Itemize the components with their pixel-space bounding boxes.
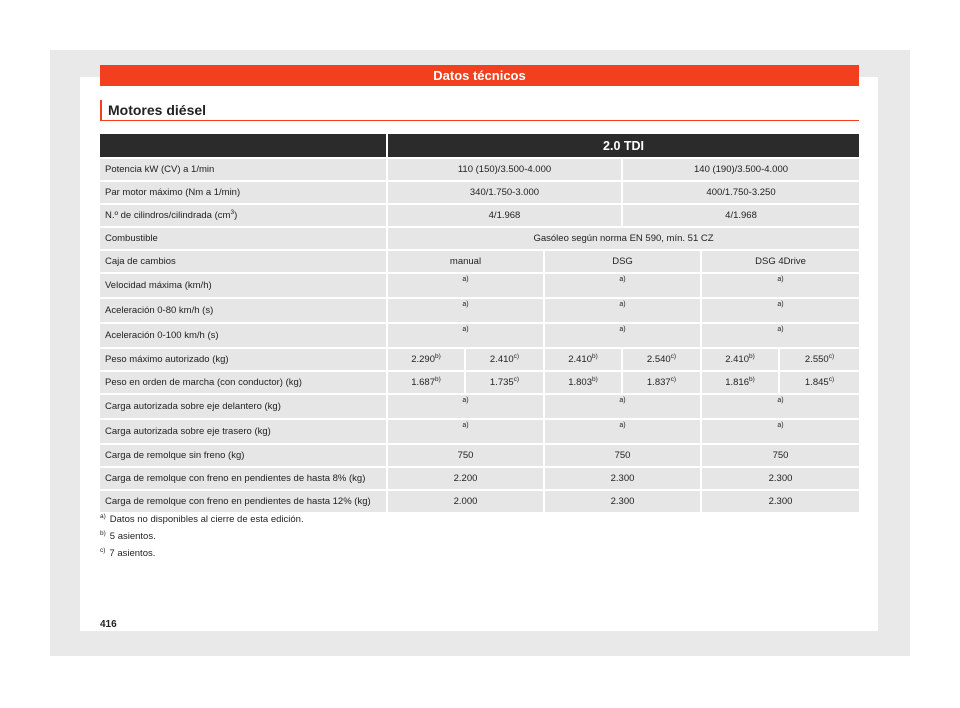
table-cell: 4/1.968	[623, 205, 859, 226]
superscript: 3	[230, 209, 235, 216]
footnote-mark: c)	[100, 547, 106, 554]
page-number: 416	[100, 619, 117, 630]
label-text-end: )	[234, 210, 238, 221]
table-row	[100, 228, 859, 249]
table-row	[100, 349, 859, 370]
row-label: Carga de remolque sin freno (kg)	[100, 445, 388, 466]
section-title: Motores diésel	[100, 100, 859, 121]
footnote-ref: a)	[702, 420, 859, 443]
row-label: Aceleración 0-100 km/h (s)	[100, 324, 388, 347]
footnote-ref: a)	[388, 420, 545, 443]
row-label: Velocidad máxima (km/h)	[100, 274, 388, 297]
row-label: Carga autorizada sobre eje trasero (kg)	[100, 420, 388, 443]
footnote-ref: a)	[545, 324, 702, 347]
footnote-ref: a)	[545, 299, 702, 322]
table-cell: 2.550$^{c)}$	[780, 349, 859, 370]
footnote-ref: a)	[388, 274, 545, 297]
engine-header: 2.0 TDI	[388, 134, 859, 157]
footnotes	[100, 511, 304, 562]
table-cell: DSG	[545, 251, 702, 272]
footnote-ref: a)	[545, 274, 702, 297]
footnote-text: Datos no disponibles al cierre de esta edición.	[109, 514, 304, 525]
table-cell: 340/1.750-3.000	[388, 182, 623, 203]
row-label: Peso máximo autorizado (kg)	[100, 349, 388, 370]
footnote-ref: a)	[545, 395, 702, 418]
table-cell: 2.300	[545, 491, 702, 512]
table-cell: 1.735$^{c)}$	[466, 372, 545, 393]
table-row	[100, 274, 859, 297]
table-row	[100, 324, 859, 347]
row-label: Carga autorizada sobre eje delantero (kg)	[100, 395, 388, 418]
table-cell: 400/1.750-3.250	[623, 182, 859, 203]
table-header-row	[100, 134, 859, 157]
label-text: N.º de cilindros/cilindrada (cm	[105, 210, 231, 221]
table-row	[100, 159, 859, 180]
table-row	[100, 251, 859, 272]
table-cell: 2.410$^{b)}$	[545, 349, 623, 370]
table-cell: 1.803$^{b)}$	[545, 372, 623, 393]
table-cell: 140 (190)/3.500-4.000	[623, 159, 859, 180]
footnote-text: 7 asientos.	[109, 548, 156, 559]
spec-table	[100, 132, 859, 514]
table-cell: 2.300	[702, 468, 859, 489]
footnote	[100, 545, 304, 562]
footnote	[100, 528, 304, 545]
footnote	[100, 511, 304, 528]
row-label: Carga de remolque con freno en pendientes de hasta 8% (kg)	[100, 468, 388, 489]
table-row	[100, 420, 859, 443]
row-label: Carga de remolque con freno en pendientes de hasta 12% (kg)	[100, 491, 388, 512]
table-row	[100, 491, 859, 512]
table-cell: 110 (150)/3.500-4.000	[388, 159, 623, 180]
table-cell: 2.300	[702, 491, 859, 512]
footnote-ref: a)	[702, 324, 859, 347]
table-cell: 750	[545, 445, 702, 466]
table-row	[100, 445, 859, 466]
footnote-mark: a)	[100, 513, 106, 520]
table-cell: 1.816$^{b)}$	[702, 372, 780, 393]
table-row	[100, 299, 859, 322]
footnote-ref: a)	[388, 324, 545, 347]
table-cell: 750	[388, 445, 545, 466]
footnote-text: 5 asientos.	[109, 531, 156, 542]
table-cell: 2.290$^{b)}$	[388, 349, 466, 370]
table-cell: 2.300	[545, 468, 702, 489]
table-cell: 750	[702, 445, 859, 466]
table-cell: 2.540$^{c)}$	[623, 349, 702, 370]
row-label: Potencia kW (CV) a 1/min	[100, 159, 388, 180]
table-cell: 2.410$^{b)}$	[702, 349, 780, 370]
footnote-mark: b)	[100, 530, 106, 537]
chapter-header: Datos técnicos	[100, 65, 859, 86]
table-cell: DSG 4Drive	[702, 251, 859, 272]
table-cell: 4/1.968	[388, 205, 623, 226]
table-cell: 2.000	[388, 491, 545, 512]
table-row	[100, 372, 859, 393]
row-label: Par motor máximo (Nm a 1/min)	[100, 182, 388, 203]
table-cell: 1.687$^{b)}$	[388, 372, 466, 393]
row-label: Aceleración 0-80 km/h (s)	[100, 299, 388, 322]
table-cell: 2.410$^{c)}$	[466, 349, 545, 370]
footnote-ref: a)	[702, 274, 859, 297]
table-row	[100, 205, 859, 226]
footnote-ref: a)	[388, 395, 545, 418]
table-row	[100, 182, 859, 203]
row-label	[100, 205, 388, 226]
table-cell: 2.200	[388, 468, 545, 489]
row-label: Peso en orden de marcha (con conductor) (kg)	[100, 372, 388, 393]
table-row	[100, 468, 859, 489]
footnote-ref: a)	[545, 420, 702, 443]
footnote-ref: a)	[388, 299, 545, 322]
table-cell: Gasóleo según norma EN 590, mín. 51 CZ	[388, 228, 859, 249]
table-cell: manual	[388, 251, 545, 272]
table-row	[100, 395, 859, 418]
table-cell: 1.837$^{c)}$	[623, 372, 702, 393]
row-label: Caja de cambios	[100, 251, 388, 272]
header-empty-cell	[100, 134, 388, 157]
footnote-ref: a)	[702, 299, 859, 322]
footnote-ref: a)	[702, 395, 859, 418]
row-label: Combustible	[100, 228, 388, 249]
table-cell: 1.845$^{c)}$	[780, 372, 859, 393]
